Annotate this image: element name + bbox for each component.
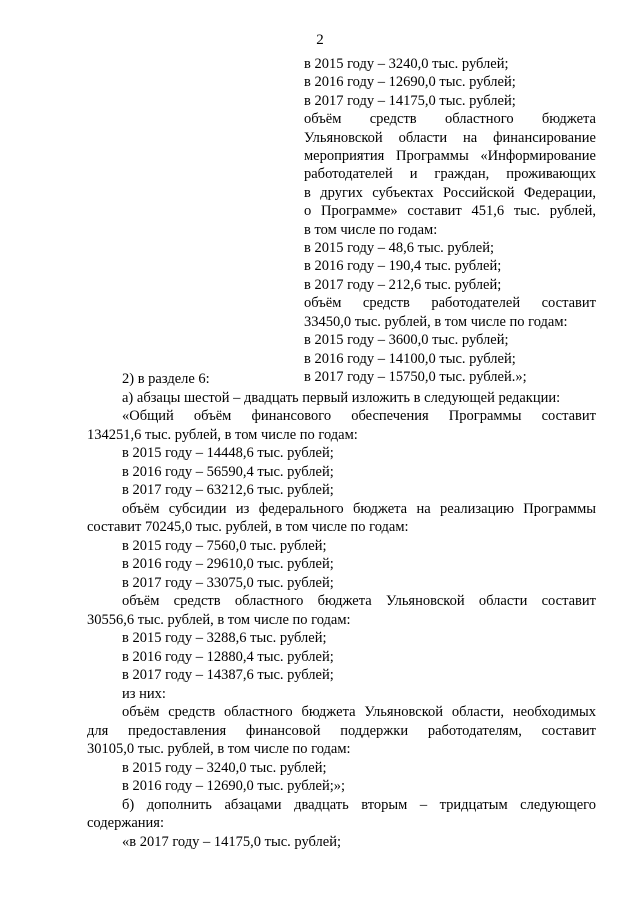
column-line: работодателей и граждан, проживающих bbox=[304, 166, 596, 183]
body-line: «Общий объём финансового обеспечения Программы составит bbox=[122, 408, 596, 424]
column-line: в 2016 году – 14100,0 тыс. рублей; bbox=[304, 350, 516, 367]
body-line: 30556,6 тыс. рублей, в том числе по годам: bbox=[87, 611, 351, 628]
column-line: объём средств областного бюджета bbox=[304, 111, 596, 128]
body-line: а) абзацы шестой – двадцать первый изложить в следующей редакции: bbox=[122, 389, 561, 406]
column-line: в других субъектах Российской Федерации, bbox=[304, 184, 596, 201]
body-line: 2) в разделе 6: bbox=[122, 371, 210, 387]
body-line: в 2017 году – 63212,6 тыс. рублей; bbox=[122, 482, 334, 498]
body-line: содержания: bbox=[87, 815, 165, 831]
body-line: объём средств областного бюджета Ульяновской области, необходимых bbox=[122, 704, 596, 720]
column-line: мероприятия Программы «Информирование bbox=[304, 148, 596, 165]
body-line: в 2015 году – 14448,6 тыс. рублей; bbox=[122, 445, 334, 461]
body-line: в 2015 году – 7560,0 тыс. рублей; bbox=[122, 537, 327, 554]
body-line: в 2017 году – 14387,6 тыс. рублей; bbox=[122, 667, 334, 683]
body-line: в 2017 году – 33075,0 тыс. рублей; bbox=[122, 574, 334, 591]
body-line: из них: bbox=[122, 685, 166, 702]
column-line: в 2016 году – 190,4 тыс. рублей; bbox=[304, 258, 502, 275]
amended-passport-column bbox=[304, 55, 596, 386]
body-line: объём средств областного бюджета Ульяновской области составит bbox=[122, 593, 596, 609]
column-line: Ульяновской области на финансирование bbox=[304, 129, 596, 146]
body-line: «в 2017 году – 14175,0 тыс. рублей; bbox=[122, 833, 342, 850]
column-line: о Программе» составит 451,6 тыс. рублей, bbox=[304, 203, 596, 220]
column-line: в 2017 году – 212,6 тыс. рублей; bbox=[304, 276, 502, 293]
column-line: в 2017 году – 15750,0 тыс. рублей.»; bbox=[304, 368, 527, 385]
column-line: в 2017 году – 14175,0 тыс. рублей; bbox=[304, 92, 516, 109]
page-number: 2 bbox=[316, 32, 324, 48]
body-line: в 2015 году – 3288,6 тыс. рублей; bbox=[122, 630, 327, 646]
column-line: 33450,0 тыс. рублей, в том числе по годам: bbox=[304, 313, 568, 330]
body-line: в 2016 году – 56590,4 тыс. рублей; bbox=[122, 463, 334, 480]
amendment-body bbox=[87, 370, 596, 851]
body-line: 30105,0 тыс. рублей, в том числе по годам: bbox=[87, 741, 351, 757]
body-line: в 2016 году – 12690,0 тыс. рублей;»; bbox=[122, 778, 346, 794]
body-line: в 2016 году – 29610,0 тыс. рублей; bbox=[122, 556, 334, 572]
body-line: составит 70245,0 тыс. рублей, в том числе по годам: bbox=[87, 519, 409, 535]
column-line: в том числе по годам: bbox=[304, 221, 438, 238]
column-line: в 2015 году – 3240,0 тыс. рублей; bbox=[304, 56, 509, 72]
column-line: в 2015 году – 48,6 тыс. рублей; bbox=[304, 240, 495, 257]
body-line: 134251,6 тыс. рублей, в том числе по годам: bbox=[87, 426, 358, 443]
body-line: в 2015 году – 3240,0 тыс. рублей; bbox=[122, 759, 327, 776]
column-line: в 2016 году – 12690,0 тыс. рублей; bbox=[304, 74, 516, 91]
body-line: для предоставления финансовой поддержки работодателям, составит bbox=[87, 722, 596, 739]
column-line: в 2015 году – 3600,0 тыс. рублей; bbox=[304, 332, 509, 349]
column-line: объём средств работодателей составит bbox=[304, 295, 596, 312]
body-line: в 2016 году – 12880,4 тыс. рублей; bbox=[122, 648, 334, 665]
body-line: б) дополнить абзацами двадцать вторым – тридцатым следующего bbox=[122, 796, 596, 813]
body-line: объём субсидии из федерального бюджета на реализацию Программы bbox=[122, 500, 596, 517]
